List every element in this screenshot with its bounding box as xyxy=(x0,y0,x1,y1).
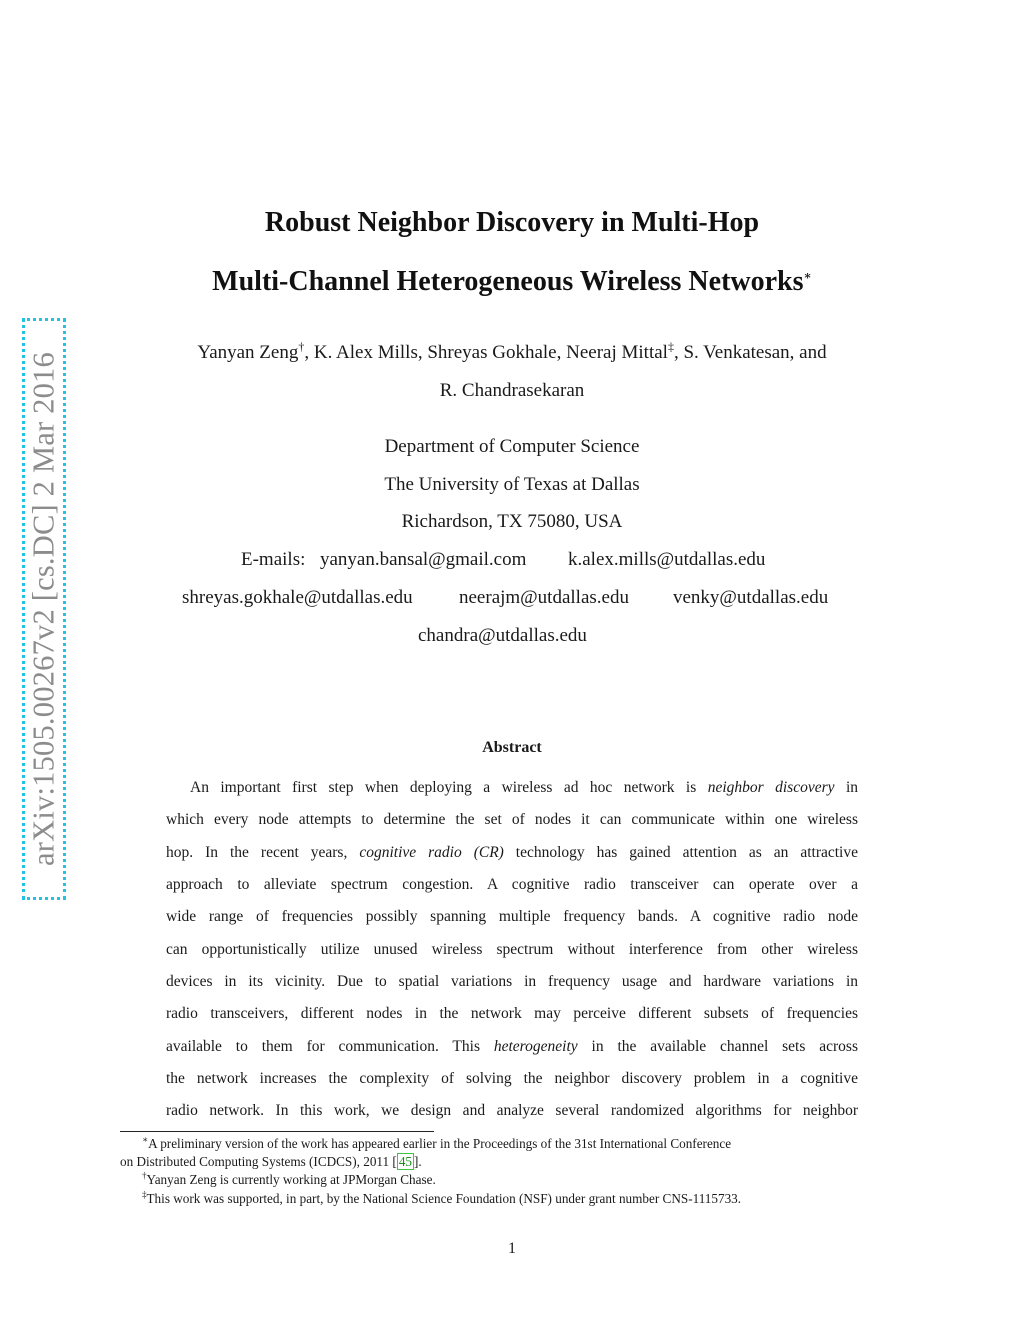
author-footnote-mark[interactable]: ‡ xyxy=(667,339,674,354)
abstract-line xyxy=(166,1037,858,1057)
abstract-text: An important first step when deploying a wireless ad hoc network is xyxy=(190,779,708,796)
paper-title-line-1: Robust Neighbor Discovery in Multi-Hop xyxy=(264,207,760,238)
footnote-3 xyxy=(120,1190,904,1208)
author-name: Yanyan Zeng xyxy=(197,342,299,363)
email-address[interactable]: venky@utdallas.edu xyxy=(673,587,829,608)
abstract-line: approach to alleviate spectrum congestion. A cognitive radio transceiver can operate over a xyxy=(166,876,858,893)
abstract-text: available to them for communication. This xyxy=(166,1038,494,1055)
paper-title-line-2 xyxy=(0,266,1024,298)
affiliation-university: The University of Texas at Dallas xyxy=(384,474,640,495)
abstract-emphasis: heterogeneity xyxy=(493,1038,578,1055)
page-number: 1 xyxy=(508,1240,516,1257)
title-footnote-mark[interactable]: ∗ xyxy=(803,268,812,283)
author-footnote-mark[interactable]: † xyxy=(298,339,305,354)
author-name: , S. Venkatesan, and xyxy=(673,342,827,363)
abstract-line: wide range of frequencies possibly spanning multiple frequency bands. A cognitive radio node xyxy=(166,908,858,925)
email-address[interactable]: chandra@utdallas.edu xyxy=(418,625,587,646)
footnote-1-continued xyxy=(120,1153,904,1171)
emails-label: E-mails: xyxy=(241,549,306,570)
arxiv-stamp[interactable]: arXiv:1505.00267v2 [cs.DC] 2 Mar 2016 xyxy=(26,352,61,866)
abstract-line: radio network. In this work, we design and analyze several randomized algorithms for neighbor xyxy=(166,1102,858,1119)
abstract-line: devices in its vicinity. Due to spatial variations in frequency usage and hardware variations in xyxy=(166,973,858,990)
abstract-emphasis: cognitive radio (CR) xyxy=(359,844,504,861)
footnote-text: Yanyan Zeng is currently working at JPMorgan Chase. xyxy=(146,1172,436,1187)
author-list-line-2: R. Chandrasekaran xyxy=(439,380,585,401)
abstract-line: can opportunistically utilize unused wireless spectrum without interference from other wireless xyxy=(166,941,858,958)
footnote-text: This work was supported, in part, by the National Science Foundation (NSF) under grant number CNS-1115733. xyxy=(146,1191,742,1206)
footnote-mark: † xyxy=(142,1170,147,1181)
email-address[interactable]: neerajm@utdallas.edu xyxy=(459,587,629,608)
abstract-heading: Abstract xyxy=(482,739,542,756)
footnote-text: A preliminary version of the work has appeared earlier in the Proceedings of the 31st International Conference xyxy=(148,1136,732,1151)
abstract-text: in the available channel sets across xyxy=(577,1038,858,1055)
footnote-mark: ∗ xyxy=(142,1134,149,1145)
abstract-line: which every node attempts to determine the set of nodes it can communicate within one wireless xyxy=(166,811,858,828)
footnote-1 xyxy=(120,1135,904,1153)
affiliation-department: Department of Computer Science xyxy=(384,436,640,457)
email-address[interactable]: shreyas.gokhale@utdallas.edu xyxy=(182,587,413,608)
author-list-line-1 xyxy=(0,339,1024,364)
abstract-line xyxy=(190,778,858,798)
email-address[interactable]: yanyan.bansal@gmail.com xyxy=(320,549,527,570)
affiliation-address: Richardson, TX 75080, USA xyxy=(401,511,623,532)
footnote-2 xyxy=(120,1171,904,1189)
paper-title-text: Multi-Channel Heterogeneous Wireless Networks xyxy=(212,266,804,297)
abstract-text: hop. In the recent years, xyxy=(166,844,360,861)
footnote-mark: ‡ xyxy=(142,1189,147,1200)
email-address[interactable]: k.alex.mills@utdallas.edu xyxy=(568,549,766,570)
citation-link[interactable]: 45 xyxy=(398,1154,413,1169)
abstract-emphasis: neighbor discovery xyxy=(707,779,835,796)
abstract-line: radio transceivers, different nodes in the network may perceive different subsets of frequencies xyxy=(166,1005,858,1022)
abstract-line xyxy=(166,843,858,863)
abstract-text: technology has gained attention as an attractive xyxy=(503,844,858,861)
footnote-text: ]. xyxy=(414,1154,422,1169)
abstract-line: the network increases the complexity of solving the neighbor discovery problem in a cognitive xyxy=(166,1070,858,1087)
footnote-divider xyxy=(120,1131,434,1132)
footnote-text: on Distributed Computing Systems (ICDCS), 2011 [ xyxy=(120,1154,397,1169)
abstract-text: in xyxy=(834,779,859,796)
author-name: , K. Alex Mills, Shreyas Gokhale, Neeraj Mittal xyxy=(304,342,668,363)
